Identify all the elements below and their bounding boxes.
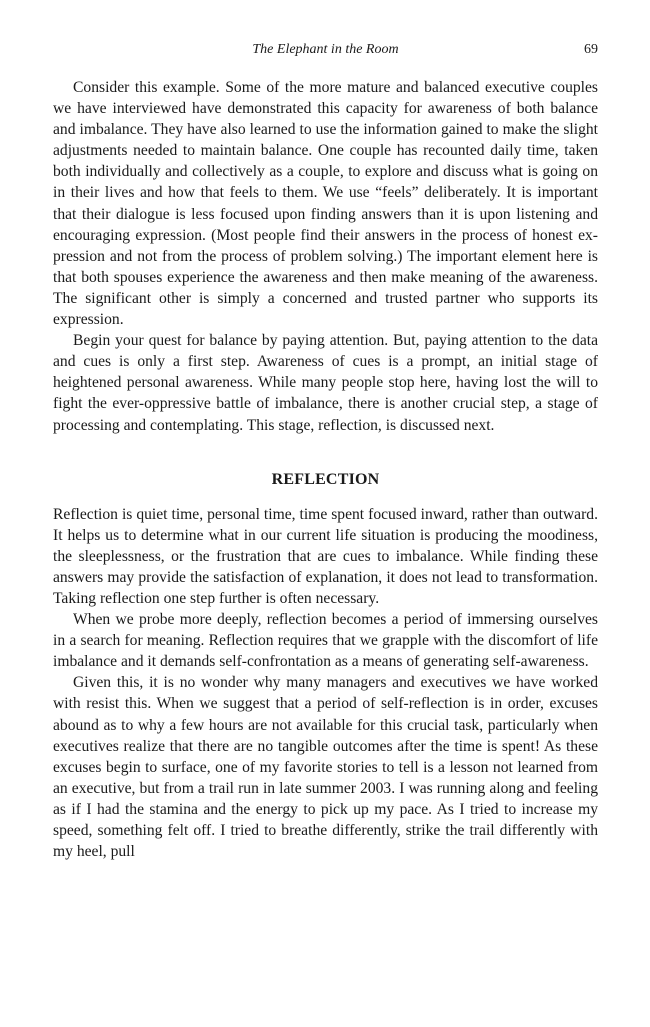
paragraph-trail-run: Given this, it is no wonder why many managers and executives we have worked with resist this. When we suggest that a period of self-reflection is in order, excuses abound as to why a few hours are not available for this crucial task, particularly when executives realize that there are no tangible outcomes after the time is spent! As these excuses begin to surface, one of my favorite stories to tell is a lesson not learned from an executive, but from a trail run in late summer 2003. I was running along and feeling as if I had the stamina and the energy to pick up my pace. As I tried to increase my speed, something felt off. I tried to breathe differently, strike the trail differently with my heel, pull [53, 674, 598, 861]
section-heading-reflection: REFLECTION [271, 470, 380, 488]
running-title: The Elephant in the Room [252, 42, 399, 57]
running-header [53, 40, 598, 60]
paragraph-reflection-definition: Reflection is quiet time, personal time, time spent focused inward, rather than outward. It helps us to determine what in our current life situation is producing the moodiness, the sleeplessness, or the frustration that are cues to imbalance. While finding these answers may provide the satisfaction of explanation, it does not lead to transformation. Taking reflection one step further is often necessary. [53, 505, 598, 607]
page-number: 69 [584, 42, 598, 57]
body-text [53, 77, 598, 862]
paragraph-paying-attention: Begin your quest for balance by paying attention. But, paying attention to the data and cues is only a first step. Awareness of cues is a prompt, an initial stage of heightened personal awareness. While many people stop here, having lost the will to fight the ever-oppressive battle of imbalance, there is another crucial step, a stage of processing and contemplating. This stage, reflection, is discussed next. [53, 332, 598, 434]
paragraph-probe-deeply: When we probe more deeply, reflection becomes a period of immersing ourselves in a search for meaning. Reflection requires that we grapple with the discomfort of life imbalance and it demands self-confrontation as a means of generating self-awareness. [53, 611, 598, 671]
paragraph-example: Consider this example. Some of the more mature and balanced executive couples we have interviewed have demonstrated this capacity for awareness of both balance and imbalance. They have also learned to use the information gained to make the slight adjustments needed to maintain balance. One couple has recounted daily time, taken both individually and collectively as a couple, to explore and discuss what is going on in their lives and how that feels to them. We use “feels” deliberately. It is important that their dialogue is less focused upon finding answers than it is upon listening and encouraging expression. (Most people find their answers in the process of honest expression and not from the process of problem solving.) The important element here is that both spouses experience the awareness and then make meaning of the awareness. The significant other is simply a concerned and trusted partner who supports its expression. [53, 79, 598, 329]
